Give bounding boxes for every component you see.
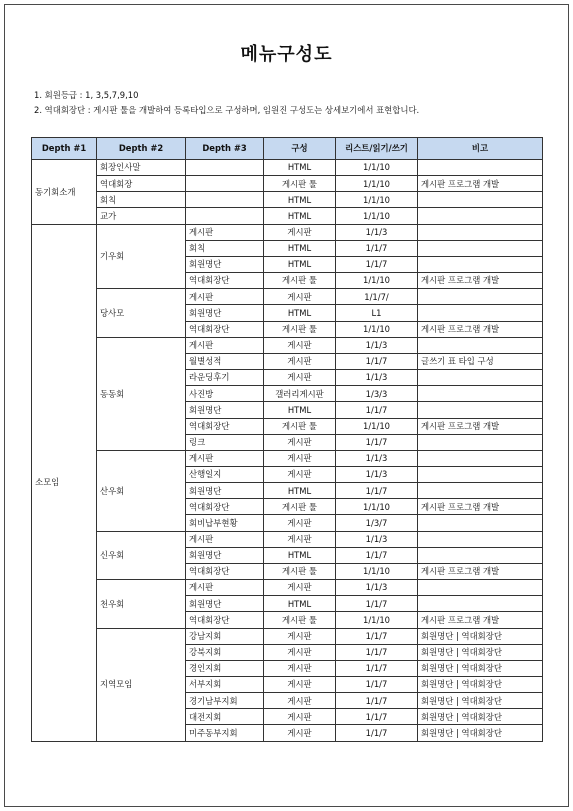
depth3-cell: 게시판 bbox=[186, 450, 264, 466]
permissions-cell: 1/1/10 bbox=[336, 176, 418, 192]
depth3-cell bbox=[186, 208, 264, 224]
permissions-cell: 1/1/7 bbox=[336, 402, 418, 418]
permissions-cell: 1/1/3 bbox=[336, 370, 418, 386]
permissions-cell: 1/1/10 bbox=[336, 418, 418, 434]
depth2-cell: 지역모임 bbox=[97, 628, 186, 741]
note-past-presidents: 2. 역대회장단 : 게시판 툴을 개발하여 등록타입으로 구성하며, 임원진 구성도는 상세보기에서 표현합니다. bbox=[34, 105, 420, 115]
depth3-cell: 게시판 bbox=[186, 337, 264, 353]
depth3-cell: 역대회장단 bbox=[186, 418, 264, 434]
table-body bbox=[32, 160, 543, 742]
permissions-cell: 1/1/3 bbox=[336, 531, 418, 547]
remarks-cell bbox=[418, 450, 543, 466]
composition-cell: 게시판 툴 bbox=[264, 418, 336, 434]
permissions-cell: 1/1/7 bbox=[336, 483, 418, 499]
remarks-cell: 회원명단 | 역대회장단 bbox=[418, 628, 543, 644]
depth1-cell: 소모임 bbox=[32, 224, 97, 741]
table-row bbox=[32, 289, 543, 305]
remarks-cell bbox=[418, 402, 543, 418]
composition-cell: HTML bbox=[264, 192, 336, 208]
remarks-cell bbox=[418, 337, 543, 353]
remarks-cell: 회원명단 | 역대회장단 bbox=[418, 660, 543, 676]
permissions-cell: 1/1/7 bbox=[336, 353, 418, 369]
permissions-cell: 1/1/3 bbox=[336, 224, 418, 240]
permissions-cell: 1/1/3 bbox=[336, 580, 418, 596]
composition-cell: 게시판 툴 bbox=[264, 273, 336, 289]
remarks-cell bbox=[418, 386, 543, 402]
depth3-cell: 게시판 bbox=[186, 289, 264, 305]
depth2-cell: 동동회 bbox=[97, 337, 186, 450]
remarks-cell bbox=[418, 483, 543, 499]
depth3-cell: 역대회장단 bbox=[186, 499, 264, 515]
depth3-cell: 게시판 bbox=[186, 224, 264, 240]
composition-cell: 게시판 bbox=[264, 644, 336, 660]
composition-cell: HTML bbox=[264, 402, 336, 418]
remarks-cell bbox=[418, 240, 543, 256]
remarks-cell bbox=[418, 580, 543, 596]
table-row bbox=[32, 176, 543, 192]
remarks-cell: 게시판 프로그램 개발 bbox=[418, 499, 543, 515]
depth3-cell: 서부지회 bbox=[186, 677, 264, 693]
composition-cell: HTML bbox=[264, 483, 336, 499]
table-row bbox=[32, 531, 543, 547]
depth3-cell bbox=[186, 176, 264, 192]
depth3-cell: 링크 bbox=[186, 434, 264, 450]
remarks-cell: 게시판 프로그램 개발 bbox=[418, 176, 543, 192]
composition-cell: 게시판 bbox=[264, 693, 336, 709]
remarks-cell bbox=[418, 208, 543, 224]
depth3-cell: 회원명단 bbox=[186, 547, 264, 563]
composition-cell: HTML bbox=[264, 256, 336, 272]
depth3-cell: 역대회장단 bbox=[186, 321, 264, 337]
menu-structure-table bbox=[31, 137, 543, 742]
composition-cell: 게시판 bbox=[264, 289, 336, 305]
depth3-cell: 역대회장단 bbox=[186, 273, 264, 289]
permissions-cell: 1/1/7 bbox=[336, 434, 418, 450]
depth3-cell: 회원명단 bbox=[186, 256, 264, 272]
depth3-cell: 산행일지 bbox=[186, 466, 264, 482]
remarks-cell bbox=[418, 531, 543, 547]
permissions-cell: 1/1/7 bbox=[336, 596, 418, 612]
depth2-cell: 회장인사말 bbox=[97, 160, 186, 176]
permissions-cell: 1/1/10 bbox=[336, 563, 418, 579]
depth1-cell: 동기회소개 bbox=[32, 160, 97, 225]
note-member-grade: 1. 회원등급 : 1, 3,5,7,9,10 bbox=[34, 90, 139, 100]
composition-cell: 게시판 bbox=[264, 628, 336, 644]
depth2-cell: 산우회 bbox=[97, 450, 186, 531]
table-row bbox=[32, 337, 543, 353]
composition-cell: 게시판 bbox=[264, 677, 336, 693]
table-row bbox=[32, 628, 543, 644]
composition-cell: HTML bbox=[264, 305, 336, 321]
remarks-cell bbox=[418, 434, 543, 450]
composition-cell: 게시판 bbox=[264, 725, 336, 741]
remarks-cell: 회원명단 | 역대회장단 bbox=[418, 644, 543, 660]
depth2-cell: 회칙 bbox=[97, 192, 186, 208]
depth3-cell: 게시판 bbox=[186, 531, 264, 547]
permissions-cell: 1/1/10 bbox=[336, 273, 418, 289]
composition-cell: 게시판 bbox=[264, 531, 336, 547]
permissions-cell: 1/1/7 bbox=[336, 628, 418, 644]
header-remarks: 비고 bbox=[418, 138, 543, 160]
header-depth1: Depth #1 bbox=[32, 138, 97, 160]
remarks-cell: 게시판 프로그램 개발 bbox=[418, 612, 543, 628]
remarks-cell bbox=[418, 515, 543, 531]
composition-cell: HTML bbox=[264, 547, 336, 563]
composition-cell: HTML bbox=[264, 208, 336, 224]
depth3-cell: 회원명단 bbox=[186, 305, 264, 321]
table-row bbox=[32, 224, 543, 240]
permissions-cell: 1/1/10 bbox=[336, 160, 418, 176]
composition-cell: 게시판 bbox=[264, 450, 336, 466]
composition-cell: 게시판 툴 bbox=[264, 499, 336, 515]
depth2-cell: 신우회 bbox=[97, 531, 186, 579]
depth2-cell: 기우회 bbox=[97, 224, 186, 289]
remarks-cell bbox=[418, 305, 543, 321]
permissions-cell: 1/1/7 bbox=[336, 644, 418, 660]
permissions-cell: 1/1/10 bbox=[336, 612, 418, 628]
depth3-cell: 게시판 bbox=[186, 580, 264, 596]
composition-cell: HTML bbox=[264, 160, 336, 176]
remarks-cell: 게시판 프로그램 개발 bbox=[418, 273, 543, 289]
permissions-cell: 1/1/7 bbox=[336, 693, 418, 709]
depth3-cell: 회비납부현황 bbox=[186, 515, 264, 531]
composition-cell: HTML bbox=[264, 240, 336, 256]
composition-cell: HTML bbox=[264, 596, 336, 612]
remarks-cell: 회원명단 | 역대회장단 bbox=[418, 693, 543, 709]
depth3-cell: 회칙 bbox=[186, 240, 264, 256]
composition-cell: 게시판 bbox=[264, 515, 336, 531]
depth2-cell: 천우회 bbox=[97, 580, 186, 628]
depth3-cell: 미주동부지회 bbox=[186, 725, 264, 741]
remarks-cell: 회원명단 | 역대회장단 bbox=[418, 725, 543, 741]
permissions-cell: 1/1/7 bbox=[336, 547, 418, 563]
permissions-cell: 1/1/7 bbox=[336, 677, 418, 693]
table-row bbox=[32, 160, 543, 176]
depth3-cell: 역대회장단 bbox=[186, 563, 264, 579]
permissions-cell: 1/1/3 bbox=[336, 466, 418, 482]
composition-cell: 게시판 bbox=[264, 660, 336, 676]
remarks-cell bbox=[418, 596, 543, 612]
remarks-cell: 회원명단 | 역대회장단 bbox=[418, 677, 543, 693]
composition-cell: 게시판 bbox=[264, 709, 336, 725]
depth3-cell: 라운딩후기 bbox=[186, 370, 264, 386]
remarks-cell: 게시판 프로그램 개발 bbox=[418, 563, 543, 579]
document-title: 메뉴구성도 bbox=[240, 44, 333, 65]
depth3-cell bbox=[186, 160, 264, 176]
composition-cell: 게시판 툴 bbox=[264, 321, 336, 337]
header-depth2: Depth #2 bbox=[97, 138, 186, 160]
table-row bbox=[32, 450, 543, 466]
remarks-cell: 게시판 프로그램 개발 bbox=[418, 418, 543, 434]
permissions-cell: 1/1/10 bbox=[336, 192, 418, 208]
permissions-cell: 1/1/7 bbox=[336, 709, 418, 725]
remarks-cell bbox=[418, 256, 543, 272]
composition-cell: 게시판 bbox=[264, 434, 336, 450]
remarks-cell bbox=[418, 160, 543, 176]
permissions-cell: 1/1/7 bbox=[336, 660, 418, 676]
table-row bbox=[32, 208, 543, 224]
depth3-cell bbox=[186, 192, 264, 208]
permissions-cell: 1/1/3 bbox=[336, 450, 418, 466]
permissions-cell: 1/3/7 bbox=[336, 515, 418, 531]
depth3-cell: 강북지회 bbox=[186, 644, 264, 660]
composition-cell: 게시판 bbox=[264, 370, 336, 386]
permissions-cell: 1/1/7 bbox=[336, 240, 418, 256]
depth3-cell: 경기남부지회 bbox=[186, 693, 264, 709]
permissions-cell: 1/1/10 bbox=[336, 321, 418, 337]
depth2-cell: 당사모 bbox=[97, 289, 186, 337]
composition-cell: 게시판 툴 bbox=[264, 563, 336, 579]
remarks-cell bbox=[418, 192, 543, 208]
table-header-row bbox=[32, 138, 543, 160]
depth3-cell: 대전지회 bbox=[186, 709, 264, 725]
table-row bbox=[32, 192, 543, 208]
permissions-cell: 1/1/10 bbox=[336, 499, 418, 515]
permissions-cell: 1/1/7/ bbox=[336, 289, 418, 305]
depth3-cell: 회원명단 bbox=[186, 402, 264, 418]
permissions-cell: 1/1/10 bbox=[336, 208, 418, 224]
header-composition: 구성 bbox=[264, 138, 336, 160]
depth3-cell: 월별성적 bbox=[186, 353, 264, 369]
composition-cell: 게시판 툴 bbox=[264, 176, 336, 192]
permissions-cell: 1/1/7 bbox=[336, 725, 418, 741]
depth3-cell: 사진방 bbox=[186, 386, 264, 402]
depth3-cell: 역대회장단 bbox=[186, 612, 264, 628]
remarks-cell bbox=[418, 466, 543, 482]
depth3-cell: 강남지회 bbox=[186, 628, 264, 644]
composition-cell: 갤러리게시판 bbox=[264, 386, 336, 402]
permissions-cell: 1/1/3 bbox=[336, 337, 418, 353]
remarks-cell: 회원명단 | 역대회장단 bbox=[418, 709, 543, 725]
remarks-cell bbox=[418, 547, 543, 563]
depth3-cell: 회원명단 bbox=[186, 483, 264, 499]
permissions-cell: 1/1/7 bbox=[336, 256, 418, 272]
depth2-cell: 교가 bbox=[97, 208, 186, 224]
table-row bbox=[32, 580, 543, 596]
composition-cell: 게시판 bbox=[264, 466, 336, 482]
composition-cell: 게시판 툴 bbox=[264, 612, 336, 628]
remarks-cell: 글쓰기 표 타입 구성 bbox=[418, 353, 543, 369]
composition-cell: 게시판 bbox=[264, 337, 336, 353]
depth3-cell: 경인지회 bbox=[186, 660, 264, 676]
depth3-cell: 회원명단 bbox=[186, 596, 264, 612]
permissions-cell: L1 bbox=[336, 305, 418, 321]
composition-cell: 게시판 bbox=[264, 353, 336, 369]
remarks-cell bbox=[418, 289, 543, 305]
remarks-cell bbox=[418, 370, 543, 386]
composition-cell: 게시판 bbox=[264, 224, 336, 240]
header-permissions: 리스트/읽기/쓰기 bbox=[336, 138, 418, 160]
remarks-cell bbox=[418, 224, 543, 240]
header-depth3: Depth #3 bbox=[186, 138, 264, 160]
permissions-cell: 1/3/3 bbox=[336, 386, 418, 402]
depth2-cell: 역대회장 bbox=[97, 176, 186, 192]
composition-cell: 게시판 bbox=[264, 580, 336, 596]
remarks-cell: 게시판 프로그램 개발 bbox=[418, 321, 543, 337]
